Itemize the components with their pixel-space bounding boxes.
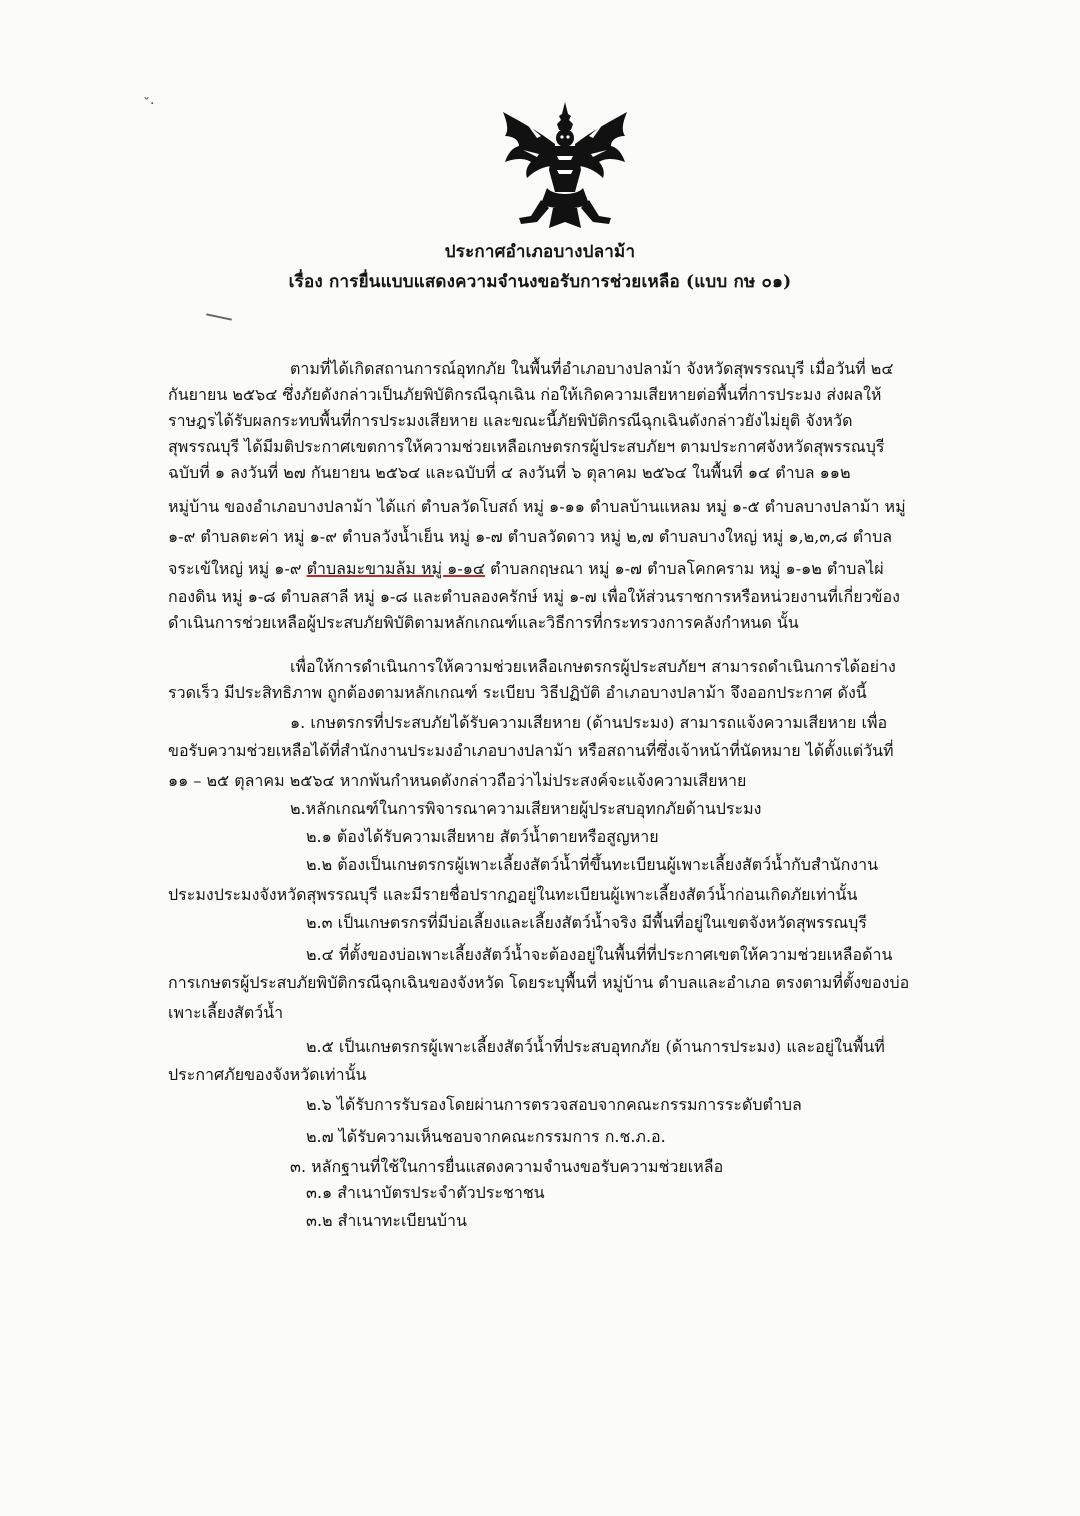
paragraph-line: ตามที่ได้เกิดสถานการณ์อุทกภัย ในพื้นที่อำเภอบางปลาม้า จังหวัดสุพรรณบุรี เมื่อวันที่ ๒๔ — [290, 359, 894, 378]
item-heading: ๒.หลักเกณฑ์ในการพิจารณาความเสียหายผู้ประสบอุทกภัยด้านประมง — [290, 799, 762, 818]
item-line: ๑. เกษตรกรที่ประสบภัยได้รับความเสียหาย (ด้านประมง) สามารถแจ้งความเสียหาย เพื่อ — [290, 713, 888, 732]
item-line: ๒.๑ ต้องได้รับความเสียหาย สัตว์น้ำตายหรือสูญหาย — [306, 827, 659, 846]
announcement-title: ประกาศอำเภอบางปลาม้า — [444, 242, 636, 262]
district-text: ตำบลกฤษณา หมู่ ๑-๗ ตำบลโคกคราม หมู่ ๑-๑๒ ตำบลไผ่ — [490, 559, 884, 578]
pen-mark: ˇ· — [143, 96, 155, 112]
paragraph-line: รวดเร็ว มีประสิทธิภาพ ถูกต้องตามหลักเกณฑ์ ระเบียบ วิธีปฏิบัติ อำเภอบางปลาม้า จึงออกประกาศ ดังนี้ — [168, 683, 867, 702]
item-line: ๓.๑ สำเนาบัตรประจำตัวประชาชน — [306, 1183, 545, 1202]
item-line: ๒.๒ ต้องเป็นเกษตรกรผู้เพาะเลี้ยงสัตว์น้ำที่ขึ้นทะเบียนผู้เพาะเลี้ยงสัตว์น้ำกับสำนักงาน — [306, 855, 879, 874]
item-line: ประมงประมงจังหวัดสุพรรณบุรี และมีรายชื่อปรากฏอยู่ในทะเบียนผู้เพาะเลี้ยงสัตว์น้ำก่อนเกิดภัยเท่านั้น — [168, 885, 858, 904]
announcement-subject: เรื่อง การยื่นแบบแสดงความจำนงขอรับการช่วยเหลือ (แบบ กษ ๐๑) — [288, 272, 792, 292]
item-line: ประกาศภัยของจังหวัดเท่านั้น — [168, 1065, 367, 1084]
paragraph-line: ๑-๙ ตำบลตะค่า หมู่ ๑-๙ ตำบลวังน้ำเย็น หมู่ ๑-๗ ตำบลวัดดาว หมู่ ๒,๗ ตำบลบางใหญ่ หมู่ ๑,๒,๓,๘ ตำบล — [168, 527, 893, 546]
paragraph-line: ราษฎรได้รับผลกระทบพื้นที่การประมงเสียหาย และขณะนี้ภัยพิบัติกรณีฉุกเฉินดังกล่าวยังไม่ยุติ จังหวัด — [168, 411, 853, 430]
item-line: ๒.๓ เป็นเกษตรกรที่มีบ่อเลี้ยงและเลี้ยงสัตว์น้ำจริง มีพื้นที่อยู่ในเขตจังหวัดสุพรรณบุรี — [306, 913, 867, 932]
garuda-emblem-icon — [497, 100, 634, 232]
paragraph-line: ดำเนินการช่วยเหลือผู้ประสบภัยพิบัติตามหลักเกณฑ์และวิธีการที่กระทรวงการคลังกำหนด นั้น — [168, 613, 799, 632]
item-line: การเกษตรผู้ประสบภัยพิบัติกรณีฉุกเฉินของจังหวัด โดยระบุพื้นที่ หมู่บ้าน ตำบลและอำเภอ ตรงตามที่ตั้งของบ่อ — [168, 973, 910, 992]
item-line: ๒.๔ ที่ตั้งของบ่อเพาะเลี้ยงสัตว์น้ำจะต้องอยู่ในพื้นที่ที่ประกาศเขตให้ความช่วยเหลือด้าน — [306, 945, 893, 964]
item-line: ๓.๒ สำเนาทะเบียนบ้าน — [306, 1211, 467, 1230]
item-line: ๒.๖ ได้รับการรับรองโดยผ่านการตรวจสอบจากคณะกรรมการระดับตำบล — [306, 1095, 802, 1114]
item-line: ๒.๗ ได้รับความเห็นชอบจากคณะกรรมการ ก.ช.ภ.อ. — [306, 1127, 666, 1146]
paragraph-line — [168, 556, 884, 582]
item-line: เพาะเลี้ยงสัตว์น้ำ — [168, 1003, 284, 1022]
underlined-district: ตำบลมะขามล้ม หมู่ ๑-๑๔ — [306, 559, 485, 578]
item-line: ๑๑ – ๒๕ ตุลาคม ๒๕๖๔ หากพ้นกำหนดดังกล่าวถือว่าไม่ประสงค์จะแจ้งความเสียหาย — [168, 771, 747, 790]
item-line: ๒.๕ เป็นเกษตรกรผู้เพาะเลี้ยงสัตว์น้ำที่ประสบอุทกภัย (ด้านการประมง) และอยู่ในพื้นที่ — [306, 1037, 885, 1056]
paragraph-line: เพื่อให้การดำเนินการให้ความช่วยเหลือเกษตรกรผู้ประสบภัยฯ สามารถดำเนินการได้อย่าง — [290, 657, 896, 676]
paragraph-line: สุพรรณบุรี ได้มีมติประกาศเขตการให้ความช่วยเหลือเกษตรกรผู้ประสบภัยฯ ตามประกาศจังหวัดสุพรรณบุรี — [168, 437, 885, 456]
paragraph-line: ฉบับที่ ๑ ลงวันที่ ๒๗ กันยายน ๒๕๖๔ และฉบับที่ ๔ ลงวันที่ ๖ ตุลาคม ๒๕๖๔ ในพื้นที่ ๑๔ ตำบล ๑๑๒ — [168, 463, 851, 482]
district-text: จระเข้ใหญ่ หมู่ ๑-๙ — [168, 559, 302, 578]
item-heading: ๓. หลักฐานที่ใช้ในการยื่นแสดงความจำนงขอรับความช่วยเหลือ — [290, 1157, 724, 1176]
paragraph-line: กันยายน ๒๕๖๔ ซึ่งภัยดังกล่าวเป็นภัยพิบัติกรณีฉุกเฉิน ก่อให้เกิดความเสียหายต่อพื้นที่การประมง ส่งผลให้ — [168, 385, 882, 404]
stray-mark — [206, 313, 232, 320]
paragraph-line: หมู่บ้าน ของอำเภอบางปลาม้า ได้แก่ ตำบลวัดโบสถ์ หมู่ ๑-๑๑ ตำบลบ้านแหลม หมู่ ๑-๕ ตำบลบางปลาม้า หมู่ — [168, 497, 906, 516]
item-line: ขอรับความช่วยเหลือได้ที่สำนักงานประมงอำเภอบางปลาม้า หรือสถานที่ซึ่งเจ้าหน้าที่นัดหมาย ได้ตั้งแต่วันที่ — [168, 741, 894, 760]
paragraph-line: กองดิน หมู่ ๑-๘ ตำบลสาลี หมู่ ๑-๘ และตำบลองครักษ์ หมู่ ๑-๗ เพื่อให้ส่วนราชการหรือหน่วยงานที่เกี่ยวข้อง — [168, 587, 900, 606]
